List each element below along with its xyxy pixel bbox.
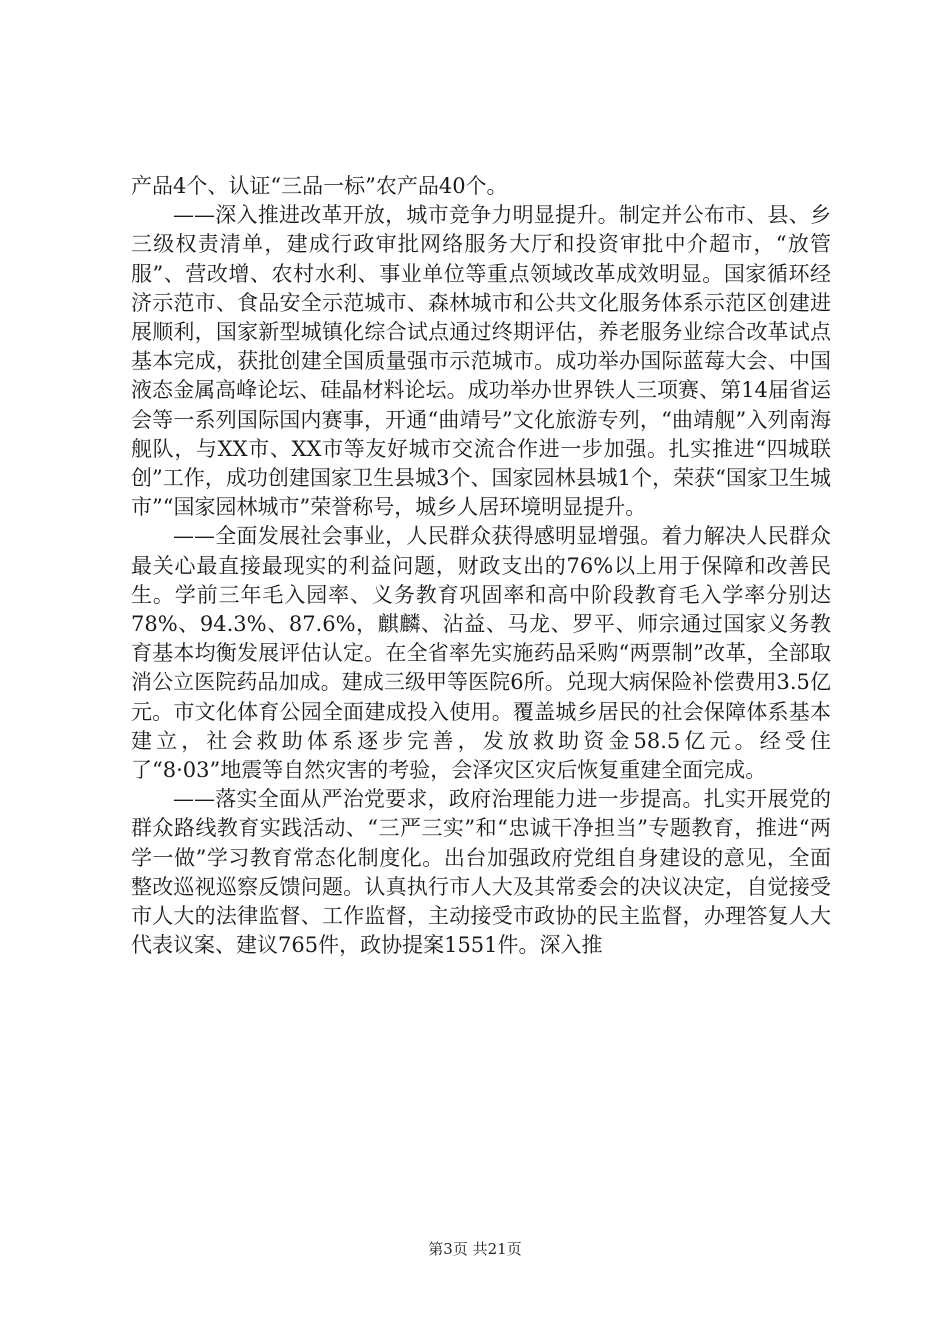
paragraph-party-governance: ——落实全面从严治党要求，政府治理能力进一步提高。扎实开展党的群众路线教育实践活动、“三严三实”和“忠诚干净担当”专题教育，推进“两学一做”学习教育常态化制度化。出台加强政府党组自身建设的意见，全面整改巡视巡察反馈问题。认真执行市人大及其常委会的决议决定，自觉接受市人大的法律监督、工作监督，主动接受市政协的民主监督，办理答复人大代表议案、建议765件，政协提案1551件。深入推 <box>131 787 831 958</box>
page-footer: 第3页 共21页 <box>428 1240 522 1258</box>
paragraph-continuation: 产品4个、认证“三品一标”农产品40个。 <box>131 174 508 198</box>
paragraph-social-affairs: ——全面发展社会事业，人民群众获得感明显增强。着力解决人民群众最关心最直接最现实的利益问题，财政支出的76%以上用于保障和改善民生。学前三年毛入园率、义务教育巩固率和高中阶段教育毛入学率分别达78%、94.3%、87.6%，麒麟、沾益、马龙、罗平、师宗通过国家义务教育基本均衡发展评估认定。在全省率先实施药品采购“两票制”改革，全部取消公立医院药品加成。建成三级甲等医院6所。兑现大病保险补偿费用3.5亿元。市文化体育公园全面建成投入使用。覆盖城乡居民的社会保障体系基本建立，社会救助体系逐步完善，发放救助资金58.5亿元。经受住了“8·03”地震等自然灾害的考验，会泽灾区灾后恢复重建全面完成。 <box>131 524 831 783</box>
document-body <box>131 172 831 960</box>
paragraph-reform-opening: ——深入推进改革开放，城市竞争力明显提升。制定并公布市、县、乡三级权责清单，建成行政审批网络服务大厅和投资审批中介超市，“放管服”、营改增、农村水利、事业单位等重点领域改革成效明显。国家循环经济示范市、食品安全示范城市、森林城市和公共文化服务体系示范区创建进展顺利，国家新型城镇化综合试点通过终期评估，养老服务业综合改革试点基本完成，获批创建全国质量强市示范城市。成功举办国际蓝莓大会、中国液态金属高峰论坛、硅晶材料论坛。成功举办世界铁人三项赛、第14届省运会等一系列国际国内赛事，开通“曲靖号”文化旅游专列，“曲靖舰”入列南海舰队，与XX市、XX市等友好城市交流合作进一步加强。扎实推进“四城联创”工作，成功创建国家卫生县城3个、国家园林县城1个，荣获“国家卫生城市”“国家园林城市”荣誉称号，城乡人居环境明显提升。 <box>131 203 831 520</box>
